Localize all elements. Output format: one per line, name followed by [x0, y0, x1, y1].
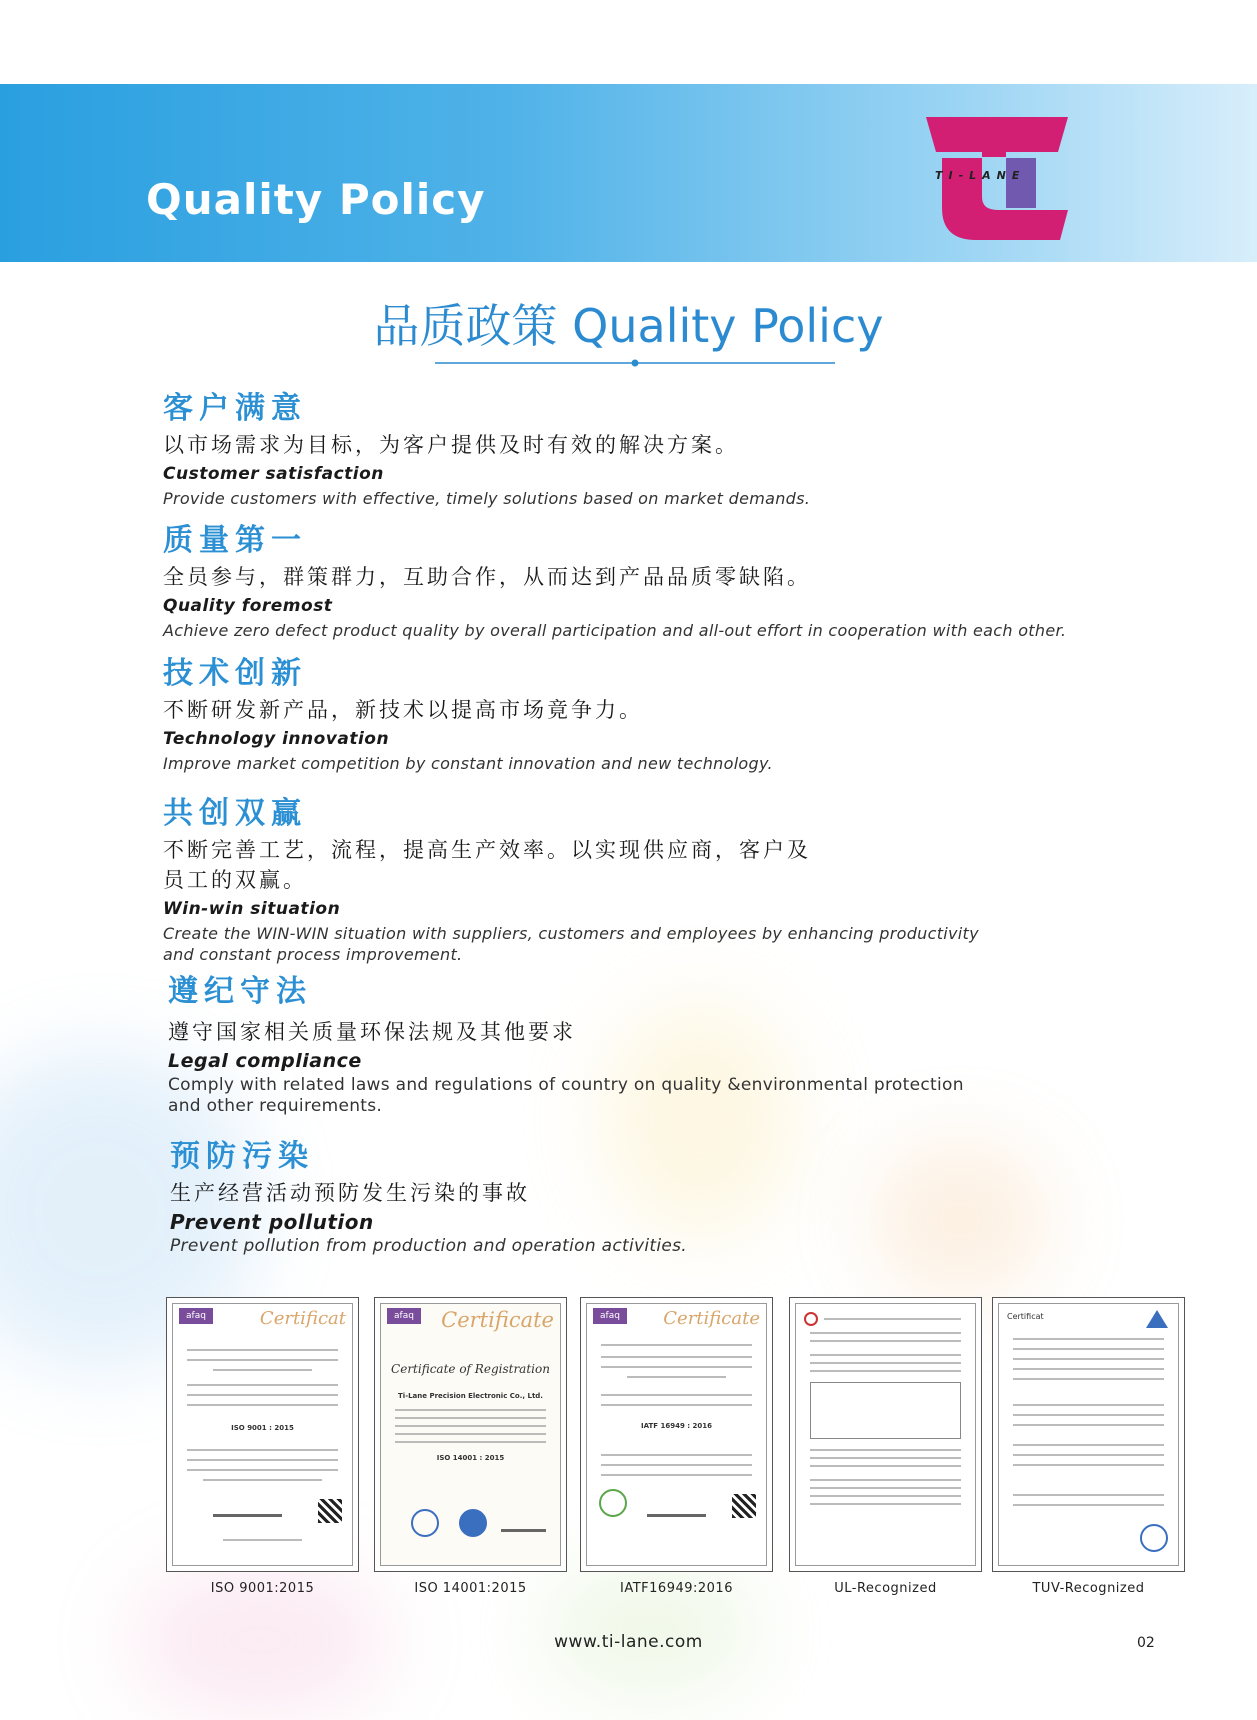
- section-en-body: Achieve zero defect product quality by overall participation and all-out effort in cooperation with each other.: [163, 621, 1067, 640]
- section-en-body-line-2: and constant process improvement.: [163, 945, 463, 964]
- certificate-subtitle: Certificate of Registration: [391, 1362, 550, 1376]
- certificate-standard: ISO 9001 : 2015: [231, 1424, 294, 1432]
- qr-code-icon: [732, 1494, 756, 1518]
- section-cn-body-line-1: 不断完善工艺，流程，提高生产效率。以实现供应商，客户及: [163, 838, 811, 862]
- certificate-tuv: [992, 1297, 1185, 1572]
- section-cn-title: 客户满意: [163, 391, 307, 426]
- title-divider: [435, 356, 835, 370]
- certificate-company: Ti-Lane Precision Electronic Co., Ltd.: [398, 1392, 543, 1400]
- policy-section-technology-innovation: [163, 655, 773, 774]
- policy-section-legal-compliance: [168, 973, 964, 1117]
- footer-website-link[interactable]: www.ti-lane.com: [554, 1632, 703, 1652]
- certificate-label-iatf16949: IATF16949:2016: [620, 1581, 733, 1596]
- certificate-label-iso9001: ISO 9001:2015: [210, 1581, 315, 1596]
- section-cn-title: 质量第一: [163, 523, 307, 558]
- section-en-body-line-1: Comply with related laws and regulations of country on quality &environmental protection: [168, 1075, 964, 1095]
- section-en-title: Prevent pollution: [170, 1210, 374, 1234]
- section-cn-title: 技术创新: [163, 656, 307, 691]
- certificate-standard: IATF 16949 : 2016: [641, 1422, 712, 1430]
- certificate-iso14001: [374, 1297, 567, 1572]
- section-cn-title: 共创双赢: [163, 796, 307, 831]
- section-en-title: Technology innovation: [163, 729, 390, 749]
- policy-section-prevent-pollution: [170, 1138, 687, 1257]
- certificate-heading: Certificate: [441, 1308, 554, 1332]
- section-en-title: Quality foremost: [163, 596, 333, 616]
- certificate-heading: Certificat: [1007, 1312, 1044, 1321]
- certificate-ul: [789, 1297, 982, 1572]
- section-cn-body: 全员参与，群策群力，互助合作，从而达到产品品质零缺陷。: [163, 565, 811, 589]
- page-number: 02: [1137, 1635, 1155, 1651]
- ul-logo-icon: [804, 1312, 818, 1326]
- afaq-badge: afaq: [593, 1308, 627, 1324]
- tuv-logo-icon: [1146, 1310, 1168, 1328]
- policy-section-quality-foremost: [163, 522, 1066, 641]
- section-en-title: Customer satisfaction: [163, 464, 384, 484]
- certificate-iso9001: [166, 1297, 359, 1572]
- iaf-seal-icon: [459, 1509, 487, 1537]
- afaq-badge: afaq: [179, 1308, 213, 1324]
- page-title: 品质政策 Quality Policy: [373, 299, 884, 353]
- section-en-body: Prevent pollution from production and operation activities.: [170, 1236, 687, 1256]
- taf-seal-icon: [411, 1509, 439, 1537]
- certificate-heading: Certificat: [259, 1308, 346, 1329]
- section-cn-body: 以市场需求为目标，为客户提供及时有效的解决方案。: [163, 433, 739, 457]
- section-en-body-line-2: and other requirements.: [168, 1096, 383, 1116]
- section-en-body: Provide customers with effective, timely solutions based on market demands.: [163, 489, 811, 508]
- certificate-standard: ISO 14001 : 2015: [436, 1454, 505, 1462]
- certificate-heading: Certificate: [663, 1308, 760, 1329]
- section-cn-title: 遵纪守法: [168, 974, 312, 1009]
- section-cn-body-line-2: 员工的双赢。: [163, 868, 307, 892]
- certificate-table: [810, 1382, 961, 1439]
- globe-seal-icon: [599, 1489, 627, 1517]
- section-cn-body: 不断研发新产品，新技术以提高市场竟争力。: [163, 698, 643, 722]
- policy-section-customer-satisfaction: [163, 390, 810, 509]
- banner-title: Quality Policy: [146, 175, 486, 224]
- section-en-title: Legal compliance: [168, 1050, 362, 1072]
- tuv-seal-icon: [1140, 1524, 1168, 1552]
- section-en-title: Win-win situation: [163, 899, 341, 919]
- section-cn-body: 遵守国家相关质量环保法规及其他要求: [168, 1020, 576, 1044]
- section-en-body: Improve market competition by constant innovation and new technology.: [163, 754, 773, 773]
- certificate-label-tuv: TUV-Recognized: [1032, 1581, 1145, 1596]
- afaq-badge: afaq: [387, 1308, 421, 1324]
- certificate-label-iso14001: ISO 14001:2015: [414, 1581, 527, 1596]
- background-blob-orange: [870, 1140, 1050, 1300]
- logo-text: TI-LANE: [935, 169, 1026, 182]
- certificate-label-ul: UL-Recognized: [834, 1581, 937, 1596]
- policy-section-win-win: [163, 795, 979, 965]
- qr-code-icon: [318, 1499, 342, 1523]
- section-cn-body: 生产经营活动预防发生污染的事故: [170, 1181, 530, 1205]
- section-cn-title: 预防污染: [170, 1139, 314, 1174]
- section-en-body-line-1: Create the WIN-WIN situation with suppliers, customers and employees by enhancing productivity: [163, 924, 979, 943]
- certificate-iatf16949: [580, 1297, 773, 1572]
